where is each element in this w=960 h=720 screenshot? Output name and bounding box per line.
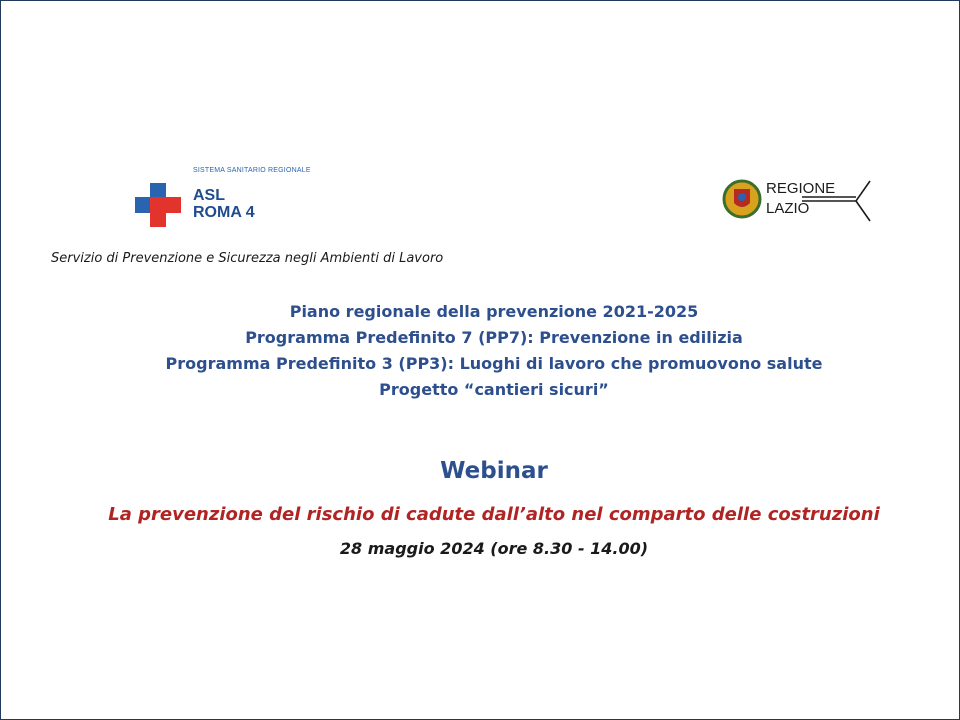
service-name: Servizio di Prevenzione e Sicurezza negli Ambienti di Lavoro — [51, 251, 444, 266]
lazio-name-line1: REGIONE — [766, 180, 836, 197]
asl-roma4-logo — [135, 167, 365, 227]
asl-name-line1: ASL — [193, 187, 225, 204]
webinar-label: Webinar — [440, 458, 548, 484]
program-line: Piano regionale della prevenzione 2021-2025 — [289, 302, 699, 321]
red-blue-cross-icon — [135, 183, 181, 227]
regione-lazio-logo — [722, 177, 872, 225]
asl-tagline: SISTEMA SANITARIO REGIONALE — [193, 167, 311, 174]
program-line: Progetto “cantieri sicuri” — [379, 380, 609, 399]
lazio-swoosh-icon — [802, 177, 872, 223]
webinar-date: 28 maggio 2024 (ore 8.30 - 14.00) — [339, 539, 649, 558]
asl-name — [193, 187, 255, 221]
program-line: Programma Predefinito 3 (PP3): Luoghi di lavoro che promuovono salute — [165, 354, 823, 373]
program-line: Programma Predefinito 7 (PP7): Prevenzione in edilizia — [245, 328, 743, 347]
lazio-name-line2: LAZIO — [766, 200, 810, 217]
webinar-title: La prevenzione del rischio di cadute dall’alto nel comparto delle costruzioni — [108, 504, 880, 525]
asl-name-line2: ROMA 4 — [193, 204, 255, 221]
lazio-coat-of-arms-icon — [722, 177, 762, 221]
program-block — [1, 299, 960, 403]
